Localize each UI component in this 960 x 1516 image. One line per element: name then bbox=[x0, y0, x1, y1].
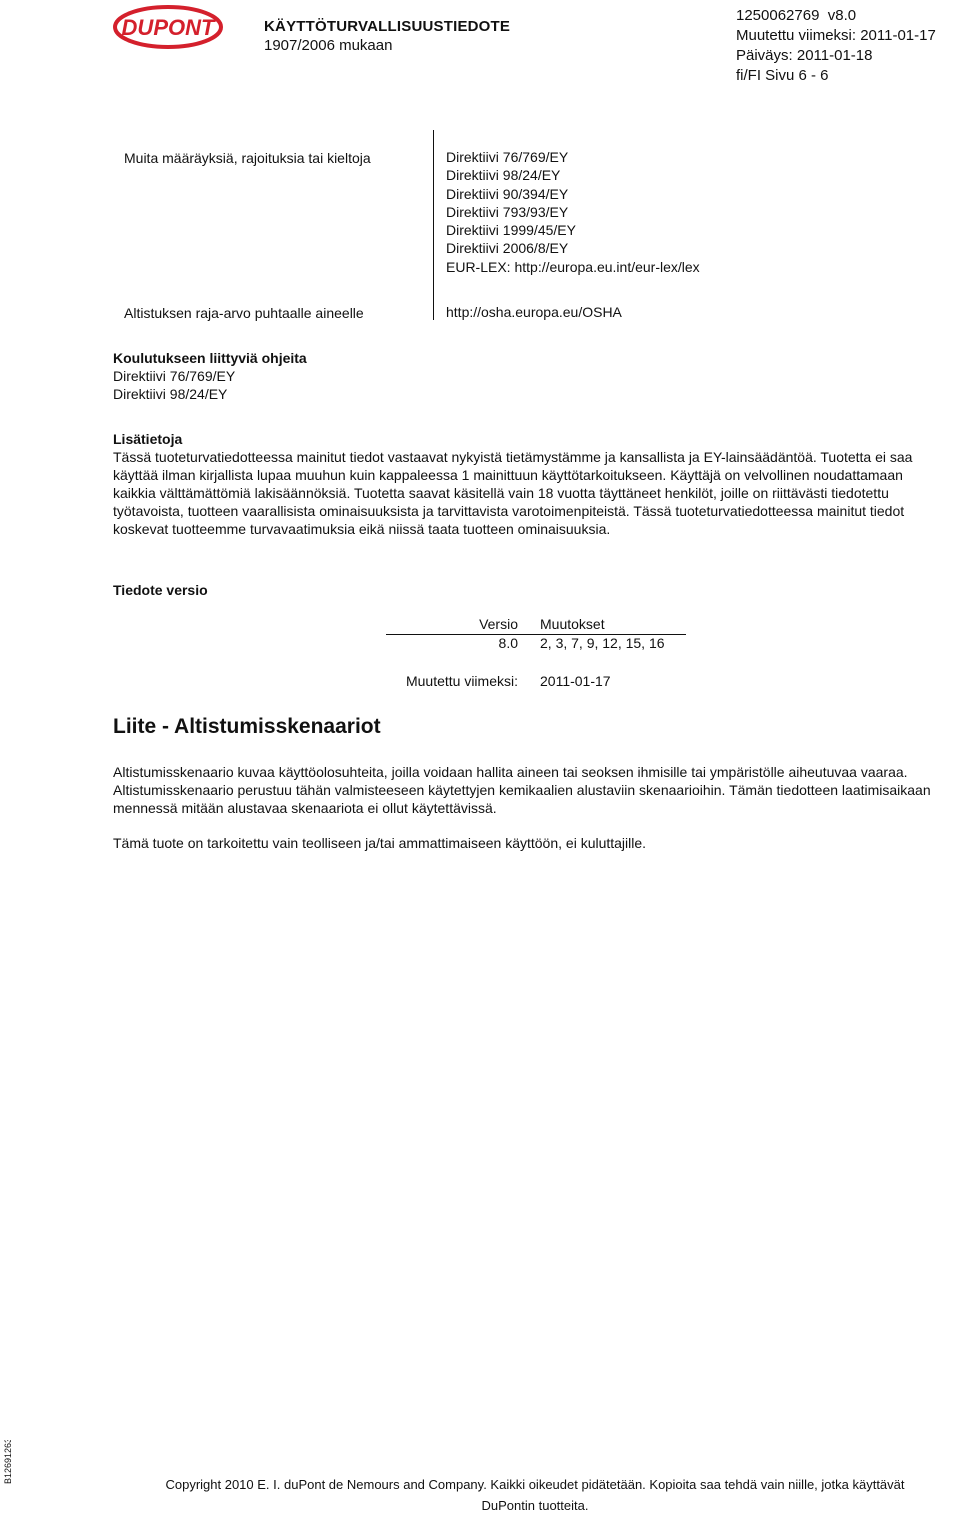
dupont-logo bbox=[113, 4, 223, 50]
footer bbox=[0, 1474, 960, 1516]
appendix-paragraph-1: Altistumisskenaario kuvaa käyttöolosuhteita, joilla voidaan hallita aineen tai seoksen ihmisille tai ympäristölle aiheutuvaa vaaraa. Altistumisskenaario perustuu tähän valmisteeseen käytettyjen kemikaalien alustaviin skenaarioihin. Tämän tiedotteen laatimisaikaan mennessä mitään alustavaa skenaariota ei ollut käytettävissä. bbox=[113, 764, 931, 816]
additional-heading: Lisätietoja bbox=[113, 431, 183, 447]
product-code: 1250062769 bbox=[736, 7, 820, 24]
additional-text: Tässä tuoteturvatiedotteessa mainitut tiedot vastaavat nykyistä tietämystämme ja kansallista ja EY-lainsäädäntöä. Tuotetta ei saa käyttää ilman kirjallista lupaa muuhun kuin kappaleessa 1 mainittuun käyttötarkoitukseen. Käyttäjä on velvollinen noudattamaan kaikkia välttämättömiä lakisäännöksiä. Tuotetta saavat käsitellä vain 18 vuotta täyttäneet henkilöt, joille on riittävästi tiedotettu työtavoista, tuotteen vaarallisista ominaisuuksista ja tarvittavista varotoimenpiteistä. Tässä tuoteturvatiedotteessa mainitut tiedot koskevat tuotteemme turvavaatimuksia eikä niissä taata tuotteen ominaisuuksia. bbox=[113, 449, 913, 537]
list-item: Direktiivi 76/769/EY bbox=[446, 149, 569, 165]
table-row bbox=[386, 635, 686, 653]
changes-value: 2, 3, 7, 9, 12, 15, 16 bbox=[540, 635, 665, 651]
list-item: Direktiivi 2006/8/EY bbox=[446, 240, 569, 257]
list-item: EUR-LEX: http://europa.eu.int/eur-lex/lex bbox=[446, 258, 700, 275]
header-meta bbox=[736, 6, 936, 86]
version-table bbox=[386, 616, 686, 691]
table-divider bbox=[433, 130, 434, 320]
modified-value: 2011-01-17 bbox=[540, 673, 611, 689]
modified-date: Muutettu viimeksi: 2011-01-17 bbox=[736, 27, 936, 44]
logo-text: DUPONT bbox=[121, 15, 215, 40]
list-item: Direktiivi 1999/45/EY bbox=[446, 222, 576, 239]
document-code-text: B12691263 bbox=[3, 1440, 13, 1484]
version-value: 8.0 bbox=[498, 635, 518, 651]
column-header-changes: Muutokset bbox=[540, 616, 605, 632]
column-header-version: Versio bbox=[479, 616, 518, 632]
version-heading: Tiedote versio bbox=[113, 582, 208, 598]
product-version-line bbox=[736, 6, 936, 26]
footer-line-1: Copyright 2010 E. I. duPont de Nemours and Company. Kaikki oikeudet pidätetään. Kopioita saa tehdä vain niille, jotka käyttävät bbox=[165, 1477, 905, 1492]
footer-line-2: DuPontin tuotteita. bbox=[481, 1498, 589, 1513]
appendix-heading: Liite - Altistumisskenaariot bbox=[113, 715, 381, 738]
training-section bbox=[113, 349, 307, 403]
list-item: Direktiivi 793/93/EY bbox=[446, 203, 569, 220]
document-title: KÄYTTÖTURVALLISUUSTIEDOTE bbox=[264, 18, 511, 35]
document-subtitle: 1907/2006 mukaan bbox=[264, 37, 393, 54]
exposure-label: Altistuksen raja-arvo puhtaalle aineelle bbox=[124, 305, 364, 321]
exposure-value: http://osha.europa.eu/OSHA bbox=[446, 304, 622, 320]
page-number: fi/FI Sivu 6 - 6 bbox=[736, 67, 829, 84]
regulations-list bbox=[446, 148, 700, 276]
list-item: Direktiivi 98/24/EY bbox=[446, 167, 561, 184]
appendix-paragraph-2: Tämä tuote on tarkoitettu vain teolliseen ja/tai ammattimaiseen käyttöön, ei kuluttajille. bbox=[113, 835, 647, 851]
version-number: v8.0 bbox=[827, 7, 857, 24]
training-heading: Koulutukseen liittyviä ohjeita bbox=[113, 350, 307, 366]
list-item: Direktiivi 98/24/EY bbox=[113, 386, 228, 402]
list-item: Direktiivi 76/769/EY bbox=[113, 368, 236, 384]
list-item: Direktiivi 90/394/EY bbox=[446, 185, 569, 202]
issue-date: Päiväys: 2011-01-18 bbox=[736, 47, 873, 64]
table-header-row bbox=[386, 616, 686, 634]
regulations-label: Muita määräyksiä, rajoituksia tai kieltoja bbox=[124, 150, 371, 166]
modified-label: Muutettu viimeksi: bbox=[405, 673, 518, 689]
modified-row bbox=[386, 673, 686, 691]
